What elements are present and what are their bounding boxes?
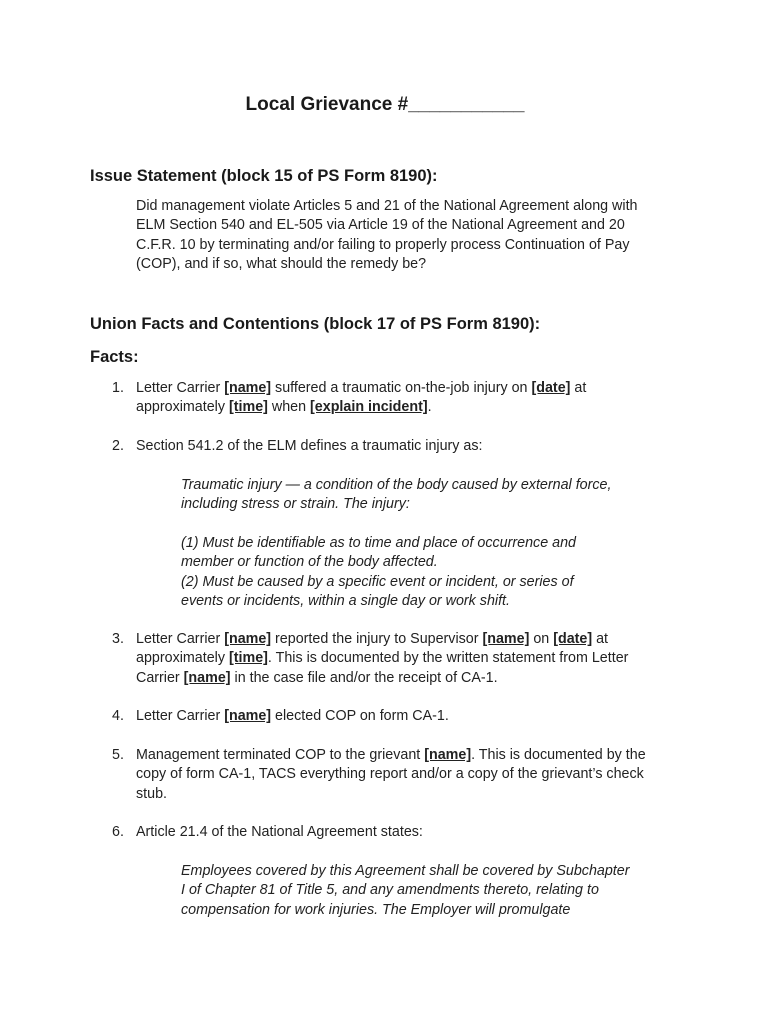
text-span: . This is documented by the xyxy=(471,747,646,763)
quote-line: compensation for work injuries. The Employer will promulgate xyxy=(181,901,571,918)
quote-line: events or incidents, within a single day or work shift. xyxy=(181,593,510,610)
list-item-text: Section 541.2 of the ELM defines a traumatic injury as: xyxy=(136,438,483,454)
list-number: 4. xyxy=(112,708,124,724)
list-number: 5. xyxy=(112,747,124,763)
text-span: suffered a traumatic on-the-job injury on xyxy=(271,380,532,396)
text-span: . xyxy=(427,399,432,416)
placeholder-name: [name] xyxy=(224,380,272,396)
quote-line: member or function of the body affected. xyxy=(181,554,438,571)
list-item-text: Article 21.4 of the National Agreement states: xyxy=(136,824,423,840)
placeholder-name: [name] xyxy=(183,669,231,686)
issue-statement-text xyxy=(136,197,696,275)
list-number: 1. xyxy=(112,380,124,396)
list-number: 6. xyxy=(112,824,124,840)
placeholder-name: [name] xyxy=(482,631,530,647)
placeholder-name: [name] xyxy=(224,708,272,724)
placeholder-name: [name] xyxy=(224,631,272,647)
text-span: at xyxy=(570,380,587,396)
union-facts-heading: Union Facts and Contentions (block 17 of PS Form 8190): xyxy=(90,315,541,333)
text-span: . This is documented by the written statement from Letter xyxy=(267,650,629,667)
traumatic-injury-criteria xyxy=(181,534,661,612)
quote-line: (2) Must be caused by a specific event or incident, or series of xyxy=(181,573,574,590)
list-item-text: stub. xyxy=(136,785,167,802)
document-title: Local Grievance #___________ xyxy=(245,94,525,115)
text-span: reported the injury to Supervisor xyxy=(271,631,483,647)
quote-line: including stress or strain. The injury: xyxy=(181,496,410,513)
text-span: Letter Carrier xyxy=(136,708,225,724)
text-span: at xyxy=(592,631,609,647)
issue-line: C.F.R. 10 by terminating and/or failing to properly process Continuation of Pay xyxy=(136,236,630,253)
text-span: Letter Carrier xyxy=(136,380,225,396)
issue-statement-heading: Issue Statement (block 15 of PS Form 8190): xyxy=(90,167,438,185)
text-span: elected COP on form CA-1. xyxy=(271,708,449,724)
text-span: approximately xyxy=(136,650,229,667)
placeholder-date: [date] xyxy=(531,380,571,396)
issue-line: ELM Section 540 and EL-505 via Article 19 of the National Agreement and 20 xyxy=(136,217,625,234)
text-span: on xyxy=(529,631,554,647)
quote-line: Employees covered by this Agreement shall be covered by Subchapter xyxy=(181,863,630,879)
text-span: Letter Carrier xyxy=(136,631,225,647)
text-span: when xyxy=(267,399,311,416)
placeholder-time: [time] xyxy=(228,399,268,416)
article-21-4-quote xyxy=(181,862,661,920)
placeholder-name: [name] xyxy=(424,747,472,763)
list-number: 2. xyxy=(112,438,124,454)
text-span: in the case file and/or the receipt of CA-1. xyxy=(230,669,498,686)
text-span: Management terminated COP to the grievant xyxy=(136,747,425,763)
placeholder-time: [time] xyxy=(228,650,268,667)
list-item-text: copy of form CA-1, TACS everything report and/or a copy of the grievant’s check xyxy=(136,766,644,783)
placeholder-date: [date] xyxy=(553,631,593,647)
facts-heading: Facts: xyxy=(90,348,139,366)
quote-line: (1) Must be identifiable as to time and place of occurrence and xyxy=(181,535,576,551)
quote-line: I of Chapter 81 of Title 5, and any amendments thereto, relating to xyxy=(181,882,599,899)
text-span: approximately xyxy=(136,399,229,416)
placeholder-explain-incident: [explain incident] xyxy=(310,399,428,416)
quote-line: Traumatic injury — a condition of the body caused by external force, xyxy=(181,477,612,493)
list-number: 3. xyxy=(112,631,124,647)
issue-line: Did management violate Articles 5 and 21 of the National Agreement along with xyxy=(136,198,638,214)
traumatic-injury-quote xyxy=(181,476,661,515)
text-span: Carrier xyxy=(136,669,184,686)
issue-line: (COP), and if so, what should the remedy be? xyxy=(136,256,427,273)
